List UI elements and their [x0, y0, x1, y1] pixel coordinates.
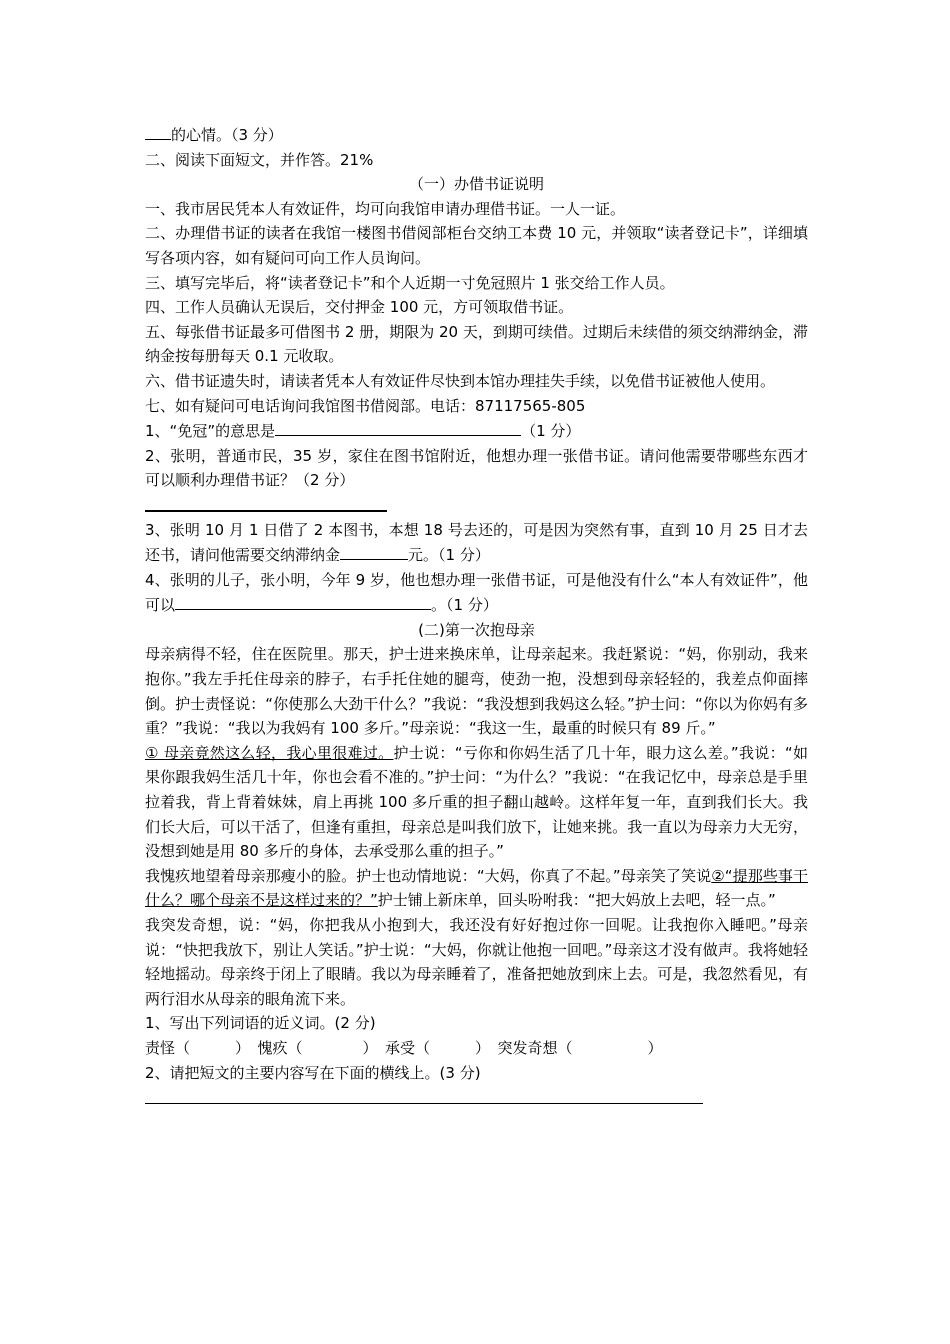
rule-item: 二、办理借书证的读者在我馆一楼图书借阅部柜台交纳工本费 10 元，并领取“读者登记卡”，详细填写各项内容，如有疑问可向工作人员询问。	[145, 224, 808, 267]
passage-title: （一）办借书证说明	[408, 175, 544, 194]
answer-blank	[175, 592, 431, 610]
question: 1、写出下列词语的近义词。(2 分)	[145, 1014, 376, 1033]
rule-item: 一、我市居民凭本人有效证件，均可向我馆申请办理借书证。一人一证。	[145, 199, 626, 218]
underlined-sentence: ②“提那些事干什么？哪个母亲不是这样过来的？”	[145, 866, 808, 910]
answer-blank	[340, 542, 408, 560]
question: 2、张明，普通市民，35 岁，家住在图书馆附近，他想办理一张借书证。请问他需要带哪些东西才可以顺利办理借书证？（2 分）	[145, 446, 808, 490]
document-body	[145, 122, 808, 1110]
question: 4、张明的儿子，张小明，今年 9 岁，他也想办理一张借书证，可是他没有什么“本人有效证件”，他可以 。（1 分）	[145, 570, 808, 615]
rule-item: 七、如有疑问可电话询问我馆图书借阅部。电话：87117565-805	[145, 396, 586, 415]
paragraph: 母亲病得不轻，住在医院里。那天，护士进来换床单，让母亲起来。我赶紧说：“妈，你别动，我来抱你。”我左手托住母亲的脖子，右手托住她的腿弯，使劲一抱，没想到母亲轻轻的，我差点仰面摔倒。护士责怪说：“你使那么大劲干什么？”我说：“我没想到我妈这么轻。”护士问：“你以为你妈有多重？”我说：“我以为我妈有 100 多斤。”母亲说：“我这一生，最重的时候只有 89 斤。”	[145, 645, 808, 738]
rule-item: 六、借书证遗失时，请读者凭本人有效证件尽快到本馆办理挂失手续，以免借书证被他人使用。	[145, 371, 776, 390]
paragraph: ① 母亲竟然这么轻，我心里很难过。护士说：“亏你和你妈生活了几十年，眼力这么差。”我说：“如果你跟我妈生活几十年，你也会看不准的。”护士问：“为什么？”我说：“在我记忆中，母亲总是手里拉着我，背上背着妹妹，肩上再挑 100 多斤重的担子翻山越岭。这样年复一年，直到我们长大。我们长大后，可以干活了，但逢有重担，母亲总是叫我们放下，让她来挑。我一直以为母亲力大无穷，没想到她是用 80 多斤的身体，去承受那么重的担子。”	[145, 743, 808, 861]
question: 2、请把短文的主要内容写在下面的横线上。(3 分)	[145, 1063, 481, 1082]
underlined-sentence: ① 母亲竟然这么轻，我心里很难过。	[145, 743, 394, 762]
answer-line	[145, 1085, 808, 1110]
answer-blank	[275, 418, 521, 436]
answer-line	[145, 493, 808, 518]
question: 3、张明 10 月 1 日借了 2 本图书，本想 18 号去还的，可是因为突然有事，直到 10 月 25 日才去还书，请问他需要交纳滞纳金 元。（1 分）	[145, 520, 808, 565]
paragraph: 我愧疚地望着母亲那瘦小的脸。护士也动情地说：“大妈，你真了不起。”母亲笑了笑说②“提那些事干什么？哪个母亲不是这样过来的？”护士铺上新床单，回头吩咐我：“把大妈放上去吧，轻一点。”	[145, 866, 808, 910]
answer-blank	[145, 122, 171, 140]
text-line: 的心情。（3 分）	[145, 122, 808, 148]
rule-item: 三、填写完毕后，将“读者登记卡”和个人近期一寸免冠照片 1 张交给工作人员。	[145, 273, 675, 292]
rule-item: 四、工作人员确认无误后，交付押金 100 元，方可领取借书证。	[145, 298, 574, 317]
word-list: 责怪（ ） 愧疚（ ） 承受（ ） 突发奇想（ ）	[145, 1038, 663, 1057]
question: 1、“免冠”的意思是 （1 分）	[145, 418, 808, 444]
section-heading: 二、阅读下面短文，并作答。21%	[145, 150, 374, 169]
rule-item: 五、每张借书证最多可借图书 2 册，期限为 20 天，到期可续借。过期后未续借的须交纳滞纳金，滞纳金按每册每天 0.1 元收取。	[145, 322, 808, 366]
paragraph: 我突发奇想，说：“妈，你把我从小抱到大，我还没有好好抱过你一回呢。让我抱你入睡吧。”母亲说：“快把我放下，别让人笑话。”护士说：“大妈，你就让他抱一回吧。”母亲这才没有做声。我将她轻轻地摇动。母亲终于闭上了眼睛。我以为母亲睡着了，准备把她放到床上去。可是，我忽然看见，有两行泪水从母亲的眼角流下来。	[145, 916, 808, 1008]
passage-title: (二)第一次抱母亲	[418, 620, 535, 639]
